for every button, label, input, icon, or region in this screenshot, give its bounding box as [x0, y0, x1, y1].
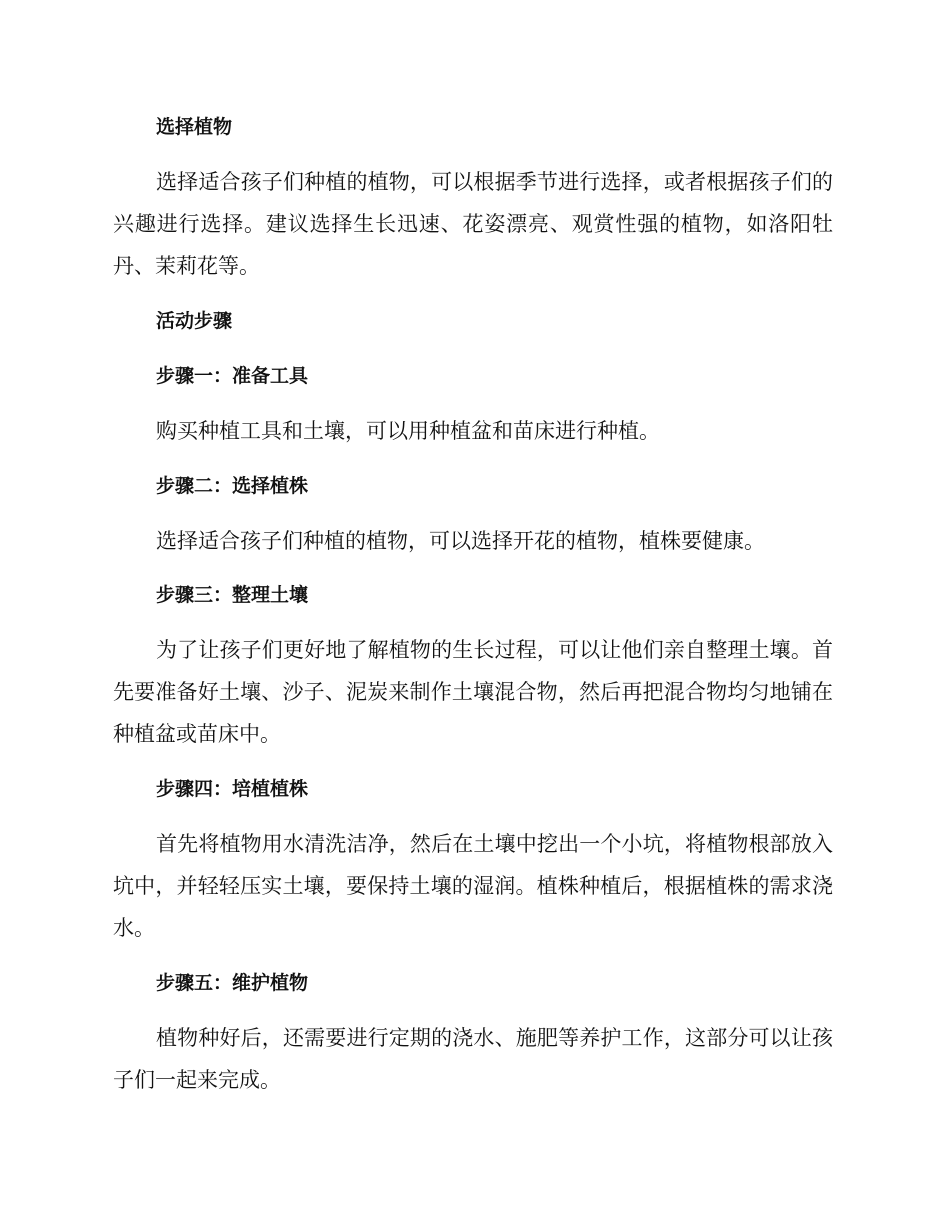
step-heading-3: 步骤三：整理土壤	[156, 584, 309, 606]
paragraph-choose-plants: 选择适合孩子们种植的植物，可以根据季节进行选择，或者根据孩子们的兴趣进行选择。建议选择生长迅速、花姿漂亮、观赏性强的植物，如洛阳牡丹、茉莉花等。	[113, 170, 833, 278]
paragraph-step-5: 植物种好后，还需要进行定期的浇水、施肥等养护工作，这部分可以让孩子们一起来完成。	[113, 1026, 833, 1092]
step-heading-4: 步骤四：培植植株	[156, 778, 309, 800]
paragraph-step-1: 购买种植工具和土壤，可以用种植盆和苗床进行种植。	[156, 419, 660, 443]
paragraph-step-3: 为了让孩子们更好地了解植物的生长过程，可以让他们亲自整理土壤。首先要准备好土壤、沙子、泥炭来制作土壤混合物，然后再把混合物均匀地铺在种植盆或苗床中。	[113, 638, 833, 746]
paragraph-step-4: 首先将植物用水清洗洁净，然后在土壤中挖出一个小坑，将植物根部放入坑中，并轻轻压实土壤，要保持土壤的湿润。植株种植后，根据植株的需求浇水。	[113, 832, 833, 940]
paragraph-step-2: 选择适合孩子们种植的植物，可以选择开花的植物，植株要健康。	[156, 529, 765, 553]
step-heading-5: 步骤五：维护植物	[156, 972, 309, 994]
section-heading-activity-steps: 活动步骤	[156, 310, 233, 332]
step-heading-1: 步骤一：准备工具	[156, 365, 309, 387]
step-heading-2: 步骤二：选择植株	[156, 475, 309, 497]
section-heading-choose-plants: 选择植物	[156, 116, 233, 138]
